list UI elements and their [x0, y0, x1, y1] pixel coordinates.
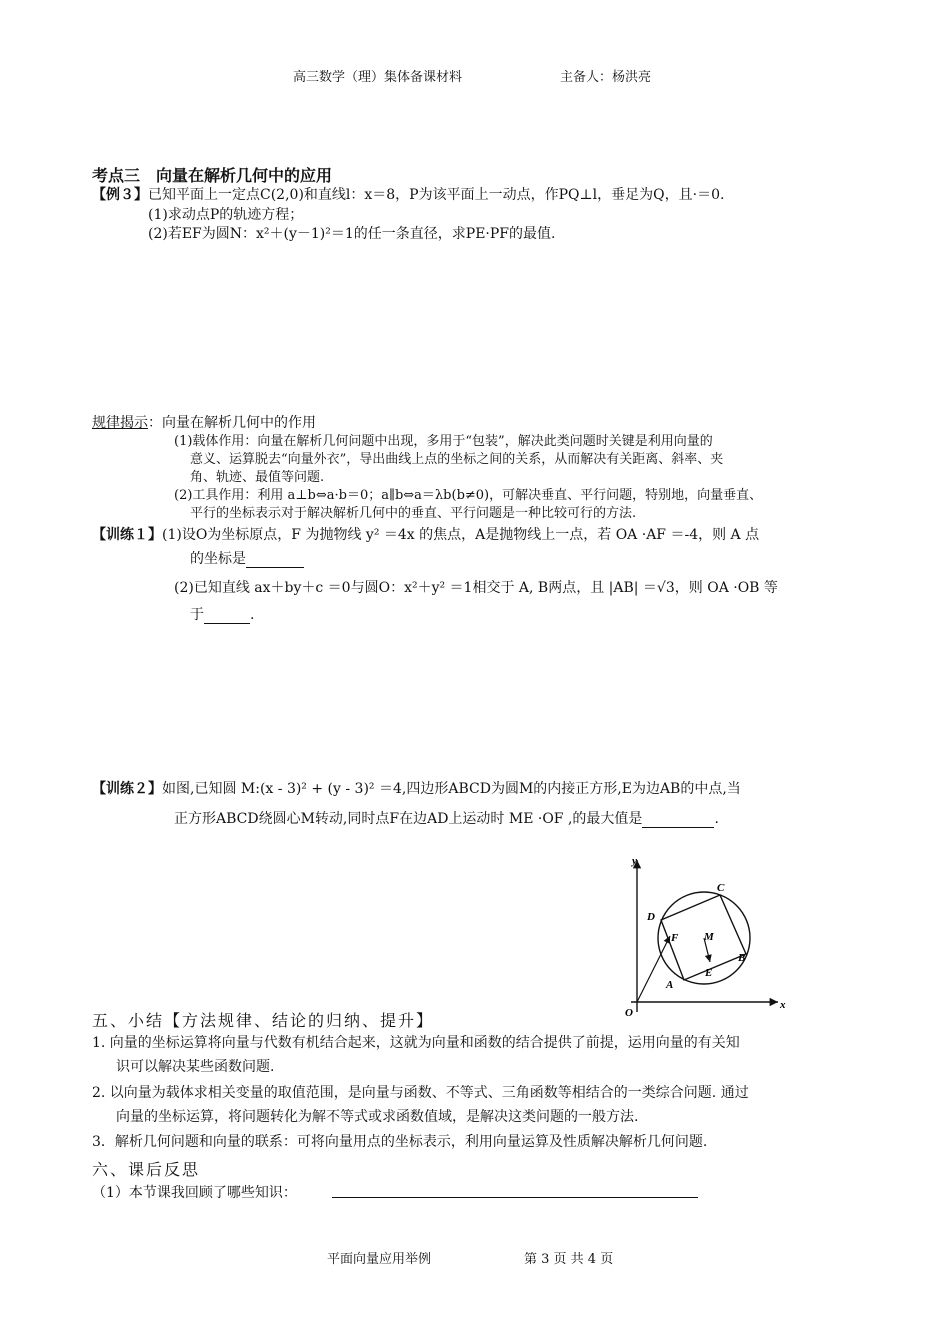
- label-b: B: [738, 952, 746, 964]
- example-q1: (1)求动点P的轨迹方程；: [148, 207, 304, 223]
- label-y: y: [632, 855, 637, 867]
- label-f: F: [671, 932, 679, 944]
- rule-label: 规律揭示: [92, 415, 148, 431]
- train1-label: 【训练１】: [92, 527, 162, 543]
- label-c: C: [717, 882, 725, 894]
- train1-q1-line1: (1)设O为坐标原点，F 为抛物线 y² ＝4x 的焦点，A是抛物线上一点，若 OA ·AF ＝-4，则 A 点: [162, 527, 760, 543]
- train2-text: 如图,已知圆 M:(x - 3)² + (y - 3)² ＝4,四边形ABCD为圆M的内接正方形,E为边AB的中点,当: [162, 781, 741, 797]
- label-e: E: [705, 967, 713, 979]
- answer-blank[interactable]: [642, 813, 714, 828]
- label-o: O: [625, 1007, 633, 1019]
- summary-item3: 3．解析几何问题和向量的联系：可将向量用点的坐标表示，利用向量运算及性质解决解析几何问题.: [92, 1134, 708, 1150]
- train1-q2-line1: (2)已知直线 ax＋by＋c ＝0与圆O：x²＋y² ＝1相交于 A, B两点，且 |AB| ＝√3，则 OA ·OB 等: [174, 580, 778, 596]
- rule-heading: [92, 412, 316, 432]
- summary-item1-line1: 1. 向量的坐标运算将向量与代数有机结合起来，这就为向量和函数的结合提供了前提，运用向量的有关知: [92, 1035, 740, 1051]
- train1-q1: [92, 524, 759, 544]
- header-title: 高三数学（理）集体备课材料: [293, 70, 463, 85]
- train2-line1: [92, 778, 741, 798]
- section-title: 考点三 向量在解析几何中的应用: [92, 166, 333, 185]
- rule-p2-line1: (2)工具作用：利用 a⊥b⇔a·b＝0；a∥b⇔a＝λb(b≠0)，可解决垂直、平行问题，特别地，向量垂直、: [174, 488, 763, 503]
- summary-item2-line2: 向量的坐标运算，将问题转化为解不等式或求函数值域，是解决这类问题的一般方法.: [116, 1109, 639, 1125]
- train1-q2-line2: 于 .: [190, 607, 255, 623]
- reflection-title: 六、课后反思: [92, 1160, 201, 1179]
- train1-q1-prompt: 的坐标是: [190, 551, 246, 567]
- label-m: M: [704, 931, 714, 943]
- circle-square-figure: [606, 850, 796, 1020]
- train2-line2: 正方形ABCD绕圆心M转动,同时点F在边AD上运动时 ME ·OF ,的最大值是 .: [174, 811, 719, 827]
- rule-title: ：向量在解析几何中的作用: [148, 415, 316, 431]
- rule-p1-line2: 意义、运算脱去“向量外衣”，导出曲线上点的坐标之间的关系，从而解决有关距离、斜率、夹: [190, 452, 724, 467]
- page-number: 第 3 页 共 4 页: [524, 1252, 614, 1267]
- reflection-answer-line[interactable]: [332, 1197, 698, 1198]
- vector-of: [637, 936, 670, 1002]
- reflection-q1: （1）本节课我回顾了哪些知识：: [92, 1185, 297, 1201]
- example-3: [92, 184, 724, 204]
- rule-p1-line3: 角、轨迹、最值等问题.: [190, 470, 325, 485]
- train1-q1-line2: [190, 548, 304, 568]
- answer-blank[interactable]: [246, 553, 304, 568]
- example-label: 【例３】: [92, 187, 148, 203]
- train1-q2-prompt: 于: [190, 607, 204, 623]
- rule-p2-line2: 平行的坐标表示对于解决解析几何中的垂直、平行问题是一种比较可行的方法.: [190, 506, 637, 521]
- example-text: 已知平面上一定点C(2,0)和直线l：x＝8，P为该平面上一动点，作PQ⊥l，垂足为Q，且·＝0.: [148, 187, 725, 203]
- answer-blank[interactable]: [204, 609, 250, 624]
- train2-label: 【训练２】: [92, 781, 162, 797]
- header-author: 主备人：杨洪亮: [560, 70, 652, 85]
- label-x: x: [780, 999, 786, 1011]
- label-a: A: [666, 979, 674, 991]
- example-q2: (2)若EF为圆N：x²＋(y－1)²＝1的任一条直径，求PE·PF的最值.: [148, 226, 556, 242]
- train2-prompt: 正方形ABCD绕圆心M转动,同时点F在边AD上运动时 ME ·OF ,的最大值是: [174, 811, 643, 827]
- footer-title: 平面向量应用举例: [327, 1252, 432, 1267]
- summary-item2-line1: 2. 以向量为载体求相关变量的取值范围，是向量与函数、不等式、三角函数等相结合的一类综合问题. 通过: [92, 1085, 749, 1101]
- rule-p1-line1: (1)载体作用：向量在解析几何问题中出现，多用于“包装”，解决此类问题时关键是利用向量的: [174, 434, 713, 449]
- summary-item1-line2: 识可以解决某些函数问题.: [116, 1059, 275, 1075]
- label-d: D: [647, 911, 655, 923]
- summary-title: 五、小结【方法规律、结论的归纳、提升】: [92, 1011, 435, 1030]
